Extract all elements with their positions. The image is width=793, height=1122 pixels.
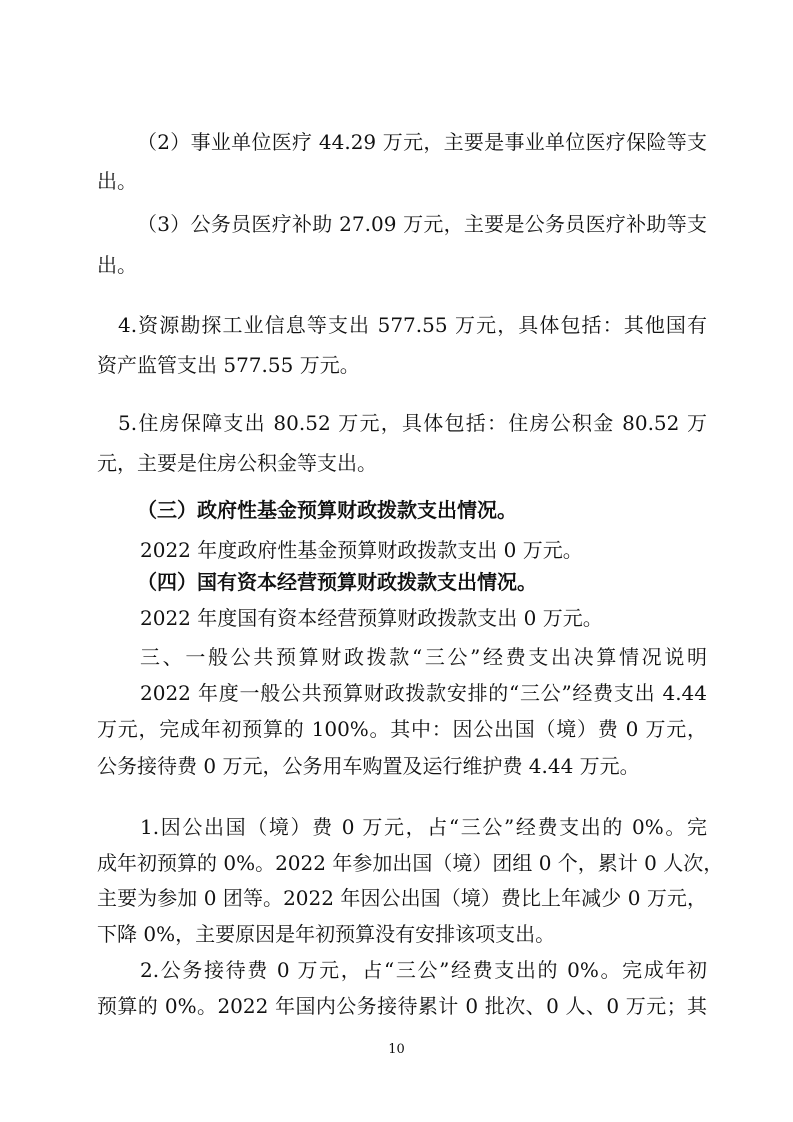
section-heading-4: （四）国有资本经营预算财政拨款支出情况。	[137, 570, 537, 594]
paragraph-line: 公务接待费 0 万元，公务用车购置及运行维护费 4.44 万元。	[97, 754, 640, 778]
paragraph-line: 资产监管支出 577.55 万元。	[97, 353, 360, 377]
paragraph-line: 万元，完成年初预算的 100%。其中：因公出国（境）费 0 万元，	[97, 717, 707, 741]
page-number: 10	[388, 1042, 405, 1057]
section-heading-3: （三）政府性基金预算财政拨款支出情况。	[137, 498, 517, 522]
paragraph-line: 成年初预算的 0%。2022 年参加出国（境）团组 0 个，累计 0 人次，	[97, 851, 724, 875]
paragraph-line: 出。	[97, 253, 137, 277]
paragraph-line: 主要为参加 0 团等。2022 年因公出国（境）费比上年减少 0 万元，	[97, 886, 707, 910]
paragraph-line: 2022 年度一般公共预算财政拨款安排的“三公”经费支出 4.44	[140, 681, 707, 705]
paragraph-line: （3）公务员医疗补助 27.09 万元，主要是公务员医疗补助等支	[137, 212, 707, 236]
paragraph-line: 5.住房保障支出 80.52 万元，具体包括：住房公积金 80.52 万	[118, 411, 707, 435]
paragraph-line: 1.因公出国（境）费 0 万元，占“三公”经费支出的 0%。完	[140, 815, 707, 839]
paragraph-line: （2）事业单位医疗 44.29 万元，主要是事业单位医疗保险等支	[137, 130, 707, 154]
paragraph-line: 预算的 0%。2022 年国内公务接待累计 0 批次、0 人、0 万元；其	[97, 994, 707, 1018]
section-heading-main: 三、一般公共预算财政拨款“三公”经费支出决算情况说明	[140, 645, 707, 669]
paragraph-line: 下降 0%，主要原因是年初预算没有安排该项支出。	[97, 922, 556, 946]
paragraph-line: 出。	[97, 169, 137, 193]
paragraph-line: 元，主要是住房公积金等支出。	[97, 451, 377, 475]
paragraph-line: 4.资源勘探工业信息等支出 577.55 万元，具体包括：其他国有	[118, 313, 707, 337]
paragraph-line: 2.公务接待费 0 万元，占“三公”经费支出的 0%。完成年初	[140, 958, 707, 982]
paragraph-line: 2022 年度政府性基金预算财政拨款支出 0 万元。	[140, 538, 583, 562]
paragraph-line: 2022 年度国有资本经营预算财政拨款支出 0 万元。	[140, 606, 603, 630]
